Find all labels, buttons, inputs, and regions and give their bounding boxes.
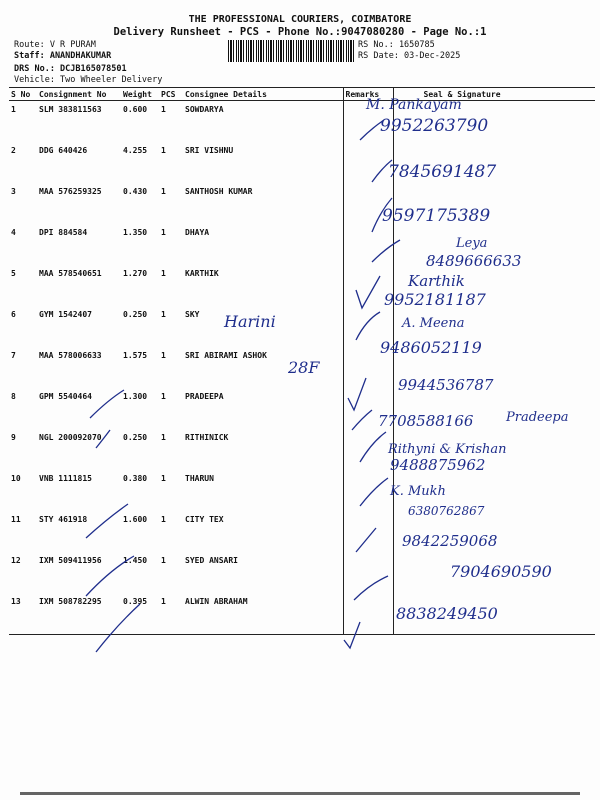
cell-sno: 12 — [11, 556, 21, 565]
cell-consignment: IXM 508782295 — [37, 593, 121, 635]
cell-consignee: SKY — [185, 310, 200, 319]
cell-sno: 4 — [11, 228, 16, 237]
cell-pcs: 1 — [161, 228, 166, 237]
cell-pcs: 1 — [161, 474, 166, 483]
cell-pcs: 1 — [161, 556, 166, 565]
cell-weight: 4.255 — [123, 146, 148, 155]
cell-sno: 3 — [11, 187, 16, 196]
phone-9: 9488875962 — [390, 456, 486, 474]
cell-consignment: STY 461918 — [39, 515, 88, 524]
cell-pcs: 1 — [161, 146, 166, 155]
cell-consignee: SANTHOSH KUMAR — [185, 187, 253, 196]
phone-11: 9842259068 — [402, 532, 498, 550]
col-header-remarks: Remarks — [343, 88, 393, 101]
col-header-sno: S No — [9, 88, 37, 101]
phone-8: 7708588166 — [378, 412, 474, 430]
cell-consignee: KARTHIK — [185, 269, 219, 278]
rs-date: RS Date: 03-Dec-2025 — [358, 51, 461, 61]
phone-6: 9486052119 — [380, 338, 482, 357]
cell-sno: 9 — [11, 433, 16, 442]
signature-5: Karthik — [408, 272, 465, 290]
cell-weight: 1.270 — [123, 269, 148, 278]
col-header-consignee: Consignee Details — [183, 88, 343, 101]
signature-10: K. Mukh — [390, 484, 446, 499]
cell-pcs: 1 — [159, 593, 183, 635]
cell-sno: 1 — [11, 105, 16, 114]
staff-info: Staff: ANANDHAKUMAR — [14, 51, 112, 61]
cell-consignee: SYED ANSARI — [185, 556, 238, 565]
cell-consignee: RITHINICK — [185, 433, 229, 442]
col-header-pcs: PCS — [159, 88, 183, 101]
scan-edge — [20, 792, 580, 795]
cell-sno: 5 — [11, 269, 16, 278]
signature-9: Rithyni & Krishan — [388, 442, 507, 457]
cell-sno: 2 — [11, 146, 16, 155]
cell-consignment: GPM 5540464 — [39, 392, 92, 401]
cell-consignee: SRI ABIRAMI ASHOK — [185, 351, 267, 360]
cell-sno: 10 — [11, 474, 21, 483]
col-header-seal: Seal & Signature — [393, 88, 595, 101]
remark-6: Harini — [224, 312, 276, 331]
cell-pcs: 1 — [161, 392, 166, 401]
cell-weight: 0.600 — [123, 105, 148, 114]
cell-pcs: 1 — [161, 351, 166, 360]
cell-weight: 1.575 — [123, 351, 148, 360]
cell-pcs: 1 — [161, 310, 166, 319]
cell-weight: 1.600 — [123, 515, 148, 524]
cell-consignee: PRADEEPA — [185, 392, 224, 401]
route-info: Route: V R PURAM — [14, 40, 96, 50]
signature-4: Leya — [456, 236, 488, 251]
signature-6: A. Meena — [402, 316, 465, 331]
signature-1: M. Pankayam — [366, 97, 462, 113]
cell-pcs: 1 — [161, 105, 166, 114]
cell-consignment: SLM 383811563 — [39, 105, 102, 114]
phone-4: 8489666633 — [426, 252, 522, 270]
vehicle-info: Vehicle: Two Wheeler Delivery — [14, 75, 163, 85]
cell-weight: 0.250 — [123, 310, 148, 319]
signature-8: Pradeepa — [506, 410, 569, 425]
cell-pcs: 1 — [161, 515, 166, 524]
cell-consignment: GYM 1542407 — [39, 310, 92, 319]
cell-sno: 7 — [11, 351, 16, 360]
phone-3: 9597175389 — [382, 206, 491, 226]
cell-consignment: NGL 200092070 — [39, 433, 102, 442]
col-header-consignment: Consignment No — [37, 88, 121, 101]
col-header-weight: Weight — [121, 88, 159, 101]
cell-consignee: SOWDARYA — [185, 105, 224, 114]
cell-pcs: 1 — [161, 187, 166, 196]
cell-consignment: DDG 640426 — [39, 146, 88, 155]
cell-consignment: MAA 578006633 — [39, 351, 102, 360]
cell-consignment: VNB 1111815 — [39, 474, 92, 483]
cell-consignment: MAA 576259325 — [39, 187, 102, 196]
phone-1: 9952263790 — [380, 116, 489, 136]
cell-consignment: IXM 509411956 — [39, 556, 102, 565]
runsheet-subtitle: Delivery Runsheet - PCS - Phone No.:9047080280 - Page No.:1 — [113, 26, 487, 38]
phone-10: 6380762867 — [408, 504, 485, 518]
cell-weight: 0.395 — [121, 593, 159, 635]
cell-weight: 1.300 — [123, 392, 148, 401]
cell-consignee: THARUN — [185, 474, 214, 483]
rs-number: RS No.: 1650785 — [358, 40, 435, 50]
cell-weight: 1.450 — [123, 556, 148, 565]
company-name: THE PROFESSIONAL COURIERS, COIMBATORE — [188, 14, 412, 25]
phone-13: 8838249450 — [396, 604, 498, 623]
cell-consignment: MAA 578540651 — [39, 269, 102, 278]
cell-consignee: SRI VISHNU — [185, 146, 234, 155]
remark-7: 28F — [288, 358, 320, 377]
phone-12: 7904690590 — [450, 562, 552, 581]
cell-consignee: DHAYA — [185, 228, 210, 237]
cell-pcs: 1 — [161, 269, 166, 278]
cell-weight: 1.350 — [123, 228, 148, 237]
cell-weight: 0.380 — [123, 474, 148, 483]
phone-7: 9944536787 — [398, 376, 494, 394]
cell-consignee: ALWIN ABRAHAM — [183, 593, 343, 635]
cell-consignee: CITY TEX — [185, 515, 224, 524]
phone-5: 9952181187 — [384, 290, 486, 309]
drs-number: DRS No.: DCJB165078501 — [14, 64, 127, 74]
cell-pcs: 1 — [161, 433, 166, 442]
cell-weight: 0.430 — [123, 187, 148, 196]
cell-sno: 13 — [9, 593, 37, 635]
cell-consignment: DPI 884584 — [39, 228, 88, 237]
cell-weight: 0.250 — [123, 433, 148, 442]
cell-sno: 6 — [11, 310, 16, 319]
cell-sno: 11 — [11, 515, 21, 524]
phone-2: 7845691487 — [388, 162, 497, 182]
cell-sno: 8 — [11, 392, 16, 401]
